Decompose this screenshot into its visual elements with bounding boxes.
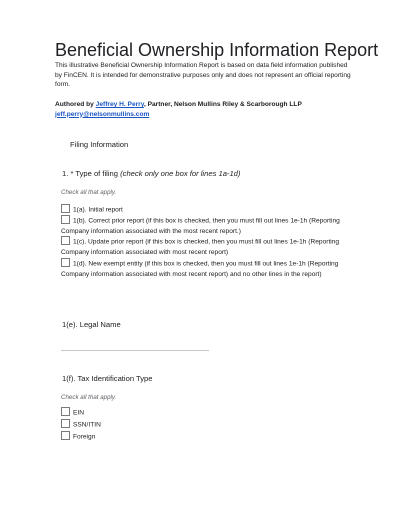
checkbox-1d[interactable] [61,258,70,267]
question-legal-name: 1(e). Legal Name [62,320,121,329]
question-hint: (check only one box for lines 1a-1d) [120,169,241,178]
option-1a[interactable] [61,204,361,216]
document-description: This illustrative Beneficial Ownership Information Report is based on data field information published by FinCEN. It is intended for demonstrative purposes only and does not represent an official reporting form. [55,62,351,89]
question-type-of-filing [62,169,240,178]
document-title: Beneficial Ownership Information Report [55,40,379,60]
author-line [55,100,355,119]
option-ssn-itin[interactable] [61,419,361,431]
option-1b[interactable] [61,215,361,237]
author-suffix: , Partner, Nelson Mullins Riley & Scarborough LLP [143,101,302,108]
check-all-hint: Check all that apply. [61,189,117,196]
option-1c[interactable] [61,236,361,258]
question-tax-id-type: 1(f). Tax Identification Type [62,374,153,383]
checkbox-1b[interactable] [61,215,70,224]
author-name-link[interactable]: Jeffrey H. Perry [95,101,144,108]
option-label: Foreign [73,433,96,441]
option-label: 1(a). Initial report [73,206,123,214]
option-label: SSN/ITIN [73,421,101,429]
checkbox-foreign[interactable] [61,431,70,440]
author-email-link[interactable]: jeff.perry@nelsonmullins.com [55,110,150,118]
option-label: 1(b). Correct prior report (if this box is checked, then you must fill out lines 1e-1h (Reporting Company information associated with the most recent report.) [61,217,340,235]
checkbox-ein[interactable] [61,407,70,416]
legal-name-input[interactable] [61,350,209,351]
option-ein[interactable] [61,407,361,419]
question-title: 1. * Type of filing [62,169,121,178]
option-label: EIN [73,409,84,417]
option-label: 1(c). Update prior report (if this box is checked, then you must fill out lines 1e-1h (Reporting Company information associated with most recent report) [61,238,340,256]
option-1d[interactable] [61,258,361,280]
section-heading: Filing Information [70,140,129,149]
checkbox-1a[interactable] [61,204,70,213]
checkbox-1c[interactable] [61,236,70,245]
option-label: 1(d). New exempt entity (if this box is checked, then you must fill out lines 1e-1h (Reporting Company information associated with most recent report) and no other lines in the report) [61,260,339,278]
option-foreign[interactable] [61,431,361,443]
author-prefix: Authored by [55,101,96,108]
checkbox-ssn-itin[interactable] [61,419,70,428]
check-all-hint: Check all that apply. [61,394,117,401]
